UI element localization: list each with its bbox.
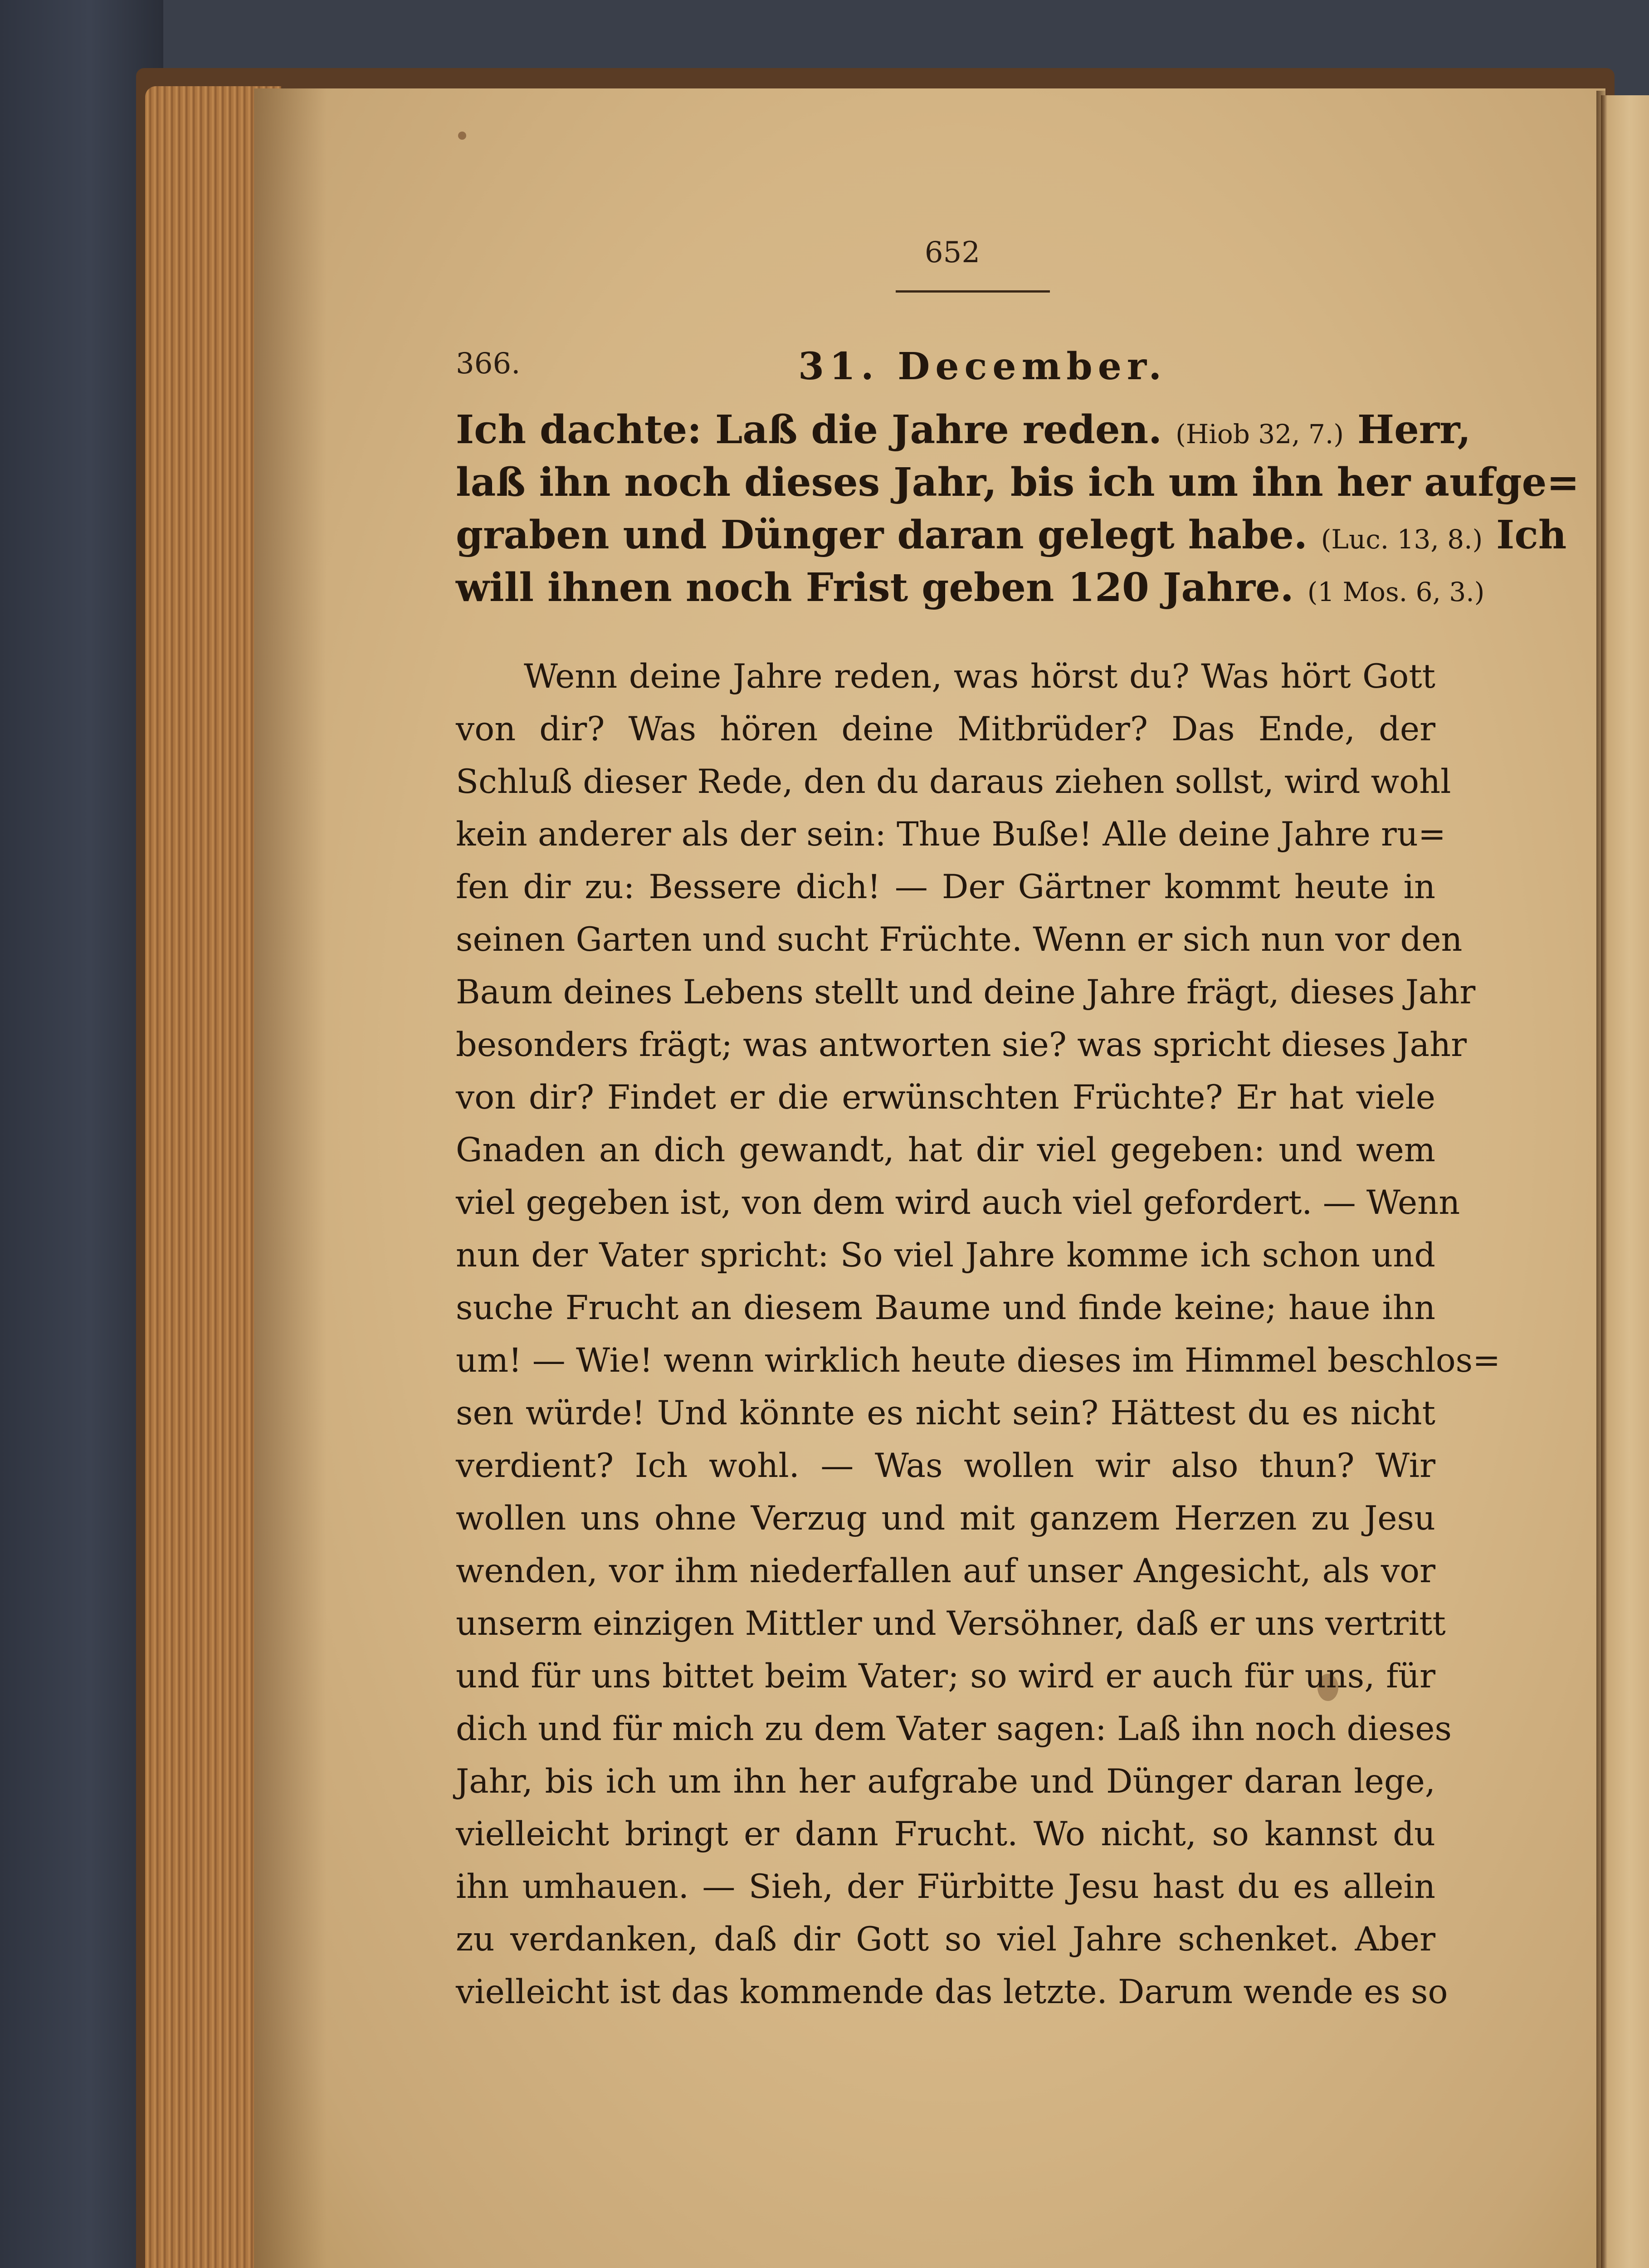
text-line: zu verdanken, daß dir Gott so viel Jahre schenket. Aber — [456, 1920, 1435, 1959]
verse-text: Ich — [1483, 512, 1567, 558]
paper-speck — [458, 132, 466, 140]
spine-shadow — [1596, 91, 1607, 2268]
verse-text: graben und Dünger daran gelegt habe. — [456, 512, 1321, 558]
verse-line — [456, 404, 1471, 456]
verse-line — [456, 509, 1567, 562]
text-line: und für uns bittet beim Vater; so wird er auch für uns, für — [456, 1657, 1435, 1696]
date-heading: 31. December. — [798, 345, 1167, 388]
verse-text: Herr, — [1343, 407, 1471, 453]
verse-text: laß ihn noch dieses Jahr, bis ich um ihn her aufge= — [456, 459, 1580, 505]
text-line: Wenn deine Jahre reden, was hörst du? Was hört Gott — [524, 657, 1435, 696]
scripture-verse — [456, 404, 1580, 614]
text-line: nun der Vater spricht: So viel Jahre komme ich schon und — [456, 1236, 1435, 1275]
text-line: fen dir zu: Bessere dich! — Der Gärtner kommt heute in — [456, 868, 1435, 906]
page-number: 652 — [924, 236, 981, 269]
text-line: verdient? Ich wohl. — Was wollen wir also thun? Wir — [456, 1447, 1435, 1485]
text-line: Gnaden an dich gewandt, hat dir viel gegeben: und wem — [456, 1131, 1435, 1169]
scripture-reference: (1 Mos. 6, 3.) — [1307, 577, 1485, 607]
scripture-reference: (Luc. 13, 8.) — [1321, 524, 1483, 555]
text-line: kein anderer als der sein: Thue Buße! Alle deine Jahre ru= — [456, 815, 1446, 854]
paragraph-gap — [456, 614, 1435, 650]
text-line: viel gegeben ist, von dem wird auch viel gefordert. — Wenn — [456, 1183, 1460, 1222]
verse-line — [456, 456, 1580, 509]
text-line: von dir? Findet er die erwünschten Früchte? Er hat viele — [456, 1078, 1435, 1117]
entry-number: 366. — [456, 347, 521, 381]
meditation-paragraph — [456, 650, 1501, 2019]
text-line: suche Frucht an diesem Baume und finde keine; haue ihn — [456, 1289, 1435, 1327]
text-line: Schluß dieser Rede, den du daraus ziehen sollst, wird wohl — [456, 763, 1451, 801]
text-line: seinen Garten und sucht Früchte. Wenn er sich nun vor den — [456, 920, 1463, 959]
text-line: unserm einzigen Mittler und Versöhner, daß er uns vertritt — [456, 1604, 1446, 1643]
header-rule — [896, 290, 1050, 293]
page-gutter-shadow — [254, 88, 327, 2268]
text-line: wenden, vor ihm niederfallen auf unser Angesicht, als vor — [456, 1552, 1435, 1590]
scripture-reference: (Hiob 32, 7.) — [1176, 419, 1344, 450]
facing-page-edge — [1601, 95, 1649, 2268]
verse-line — [456, 562, 1485, 614]
text-line: besonders frägt; was antworten sie? was spricht dieses Jahr — [456, 1026, 1467, 1064]
verse-text: will ihnen noch Frist geben 120 Jahre. — [456, 565, 1307, 611]
text-line: Baum deines Lebens stellt und deine Jahre frägt, dieses Jahr — [456, 973, 1476, 1012]
text-line: Jahr, bis ich um ihn her aufgrabe und Dünger daran lege, — [456, 1762, 1435, 1801]
text-line: vielleicht ist das kommende das letzte. Darum wende es so — [456, 1973, 1448, 2011]
text-line: vielleicht bringt er dann Frucht. Wo nicht, so kannst du — [456, 1815, 1435, 1853]
text-line: dich und für mich zu dem Vater sagen: Laß ihn noch dieses — [456, 1710, 1452, 1748]
text-line: von dir? Was hören deine Mitbrüder? Das Ende, der — [456, 710, 1435, 748]
verse-text: Ich dachte: Laß die Jahre reden. — [456, 407, 1176, 453]
text-line: um! — Wie! wenn wirklich heute dieses im Himmel beschlos= — [456, 1341, 1501, 1380]
page-text — [456, 404, 1580, 2019]
text-line: wollen uns ohne Verzug und mit ganzem Herzen zu Jesu — [456, 1499, 1435, 1538]
text-line: ihn umhauen. — Sieh, der Fürbitte Jesu hast du es allein — [456, 1867, 1435, 1906]
text-line: sen würde! Und könnte es nicht sein? Hättest du es nicht — [456, 1394, 1435, 1432]
